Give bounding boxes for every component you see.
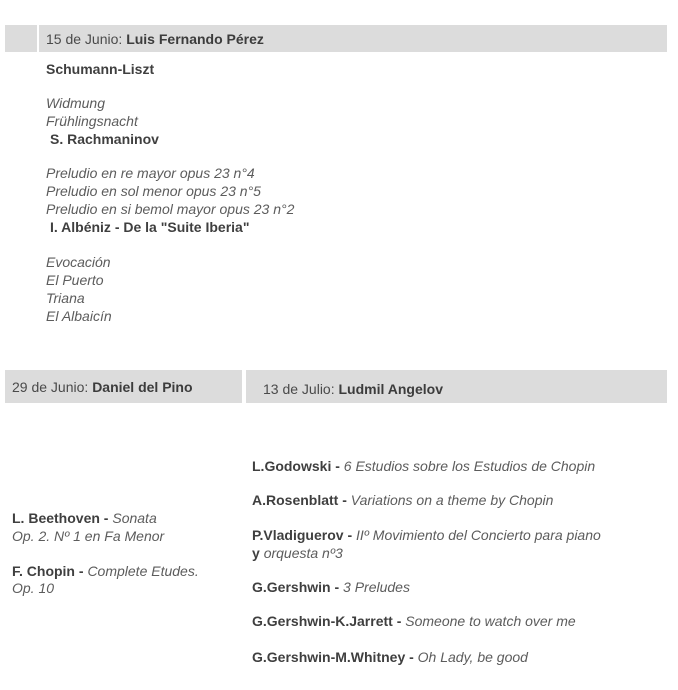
program-beethoven [12, 509, 157, 527]
composer-vladiguerov: P.Vladiguerov - [252, 527, 353, 543]
work-op10: Op. 10 [12, 580, 55, 596]
program-item [252, 457, 595, 475]
concert2-heading [12, 379, 193, 395]
program-item [252, 612, 576, 630]
program-item-continuation [252, 544, 343, 562]
work-sonata: Sonata [112, 510, 157, 526]
concert1-artist: Luis Fernando Pérez [126, 31, 264, 47]
conjunction-y: y [252, 545, 260, 561]
work-gershwin-preludes: 3 Preludes [343, 579, 410, 595]
concert1-heading [46, 31, 264, 47]
program-item [252, 491, 553, 509]
concert1-date: 15 de Junio: [46, 31, 123, 47]
work-op2: Op. 2. Nº 1 en Fa Menor [12, 528, 165, 544]
work-rosenblatt: Variations on a theme by Chopin [350, 492, 554, 508]
composer-rosenblatt: A.Rosenblatt - [252, 492, 347, 508]
composer-godowski: L.Godowski - [252, 458, 340, 474]
program-item [252, 578, 410, 596]
composer-gershwin-whitney: G.Gershwin-M.Whitney - [252, 649, 414, 665]
work-widmung: Widmung [46, 95, 106, 111]
work-etudes: Complete Etudes. [87, 563, 199, 579]
composer-albeniz: I. Albéniz - De la "Suite Iberia" [50, 219, 250, 235]
work-fruhlingsnacht: Frühlingsnacht [46, 113, 138, 129]
work-vladiguerov: IIº Movimiento del Concierto para piano [356, 527, 601, 543]
program-item [252, 648, 528, 666]
composer-beethoven: L. Beethoven - [12, 510, 109, 526]
composer-gershwin-jarrett: G.Gershwin-K.Jarrett - [252, 613, 402, 629]
composer-chopin: F. Chopin - [12, 563, 84, 579]
composer-gershwin: G.Gershwin - [252, 579, 340, 595]
work-evocacion: Evocación [46, 254, 111, 270]
composer-rachmaninov: S. Rachmaninov [50, 131, 159, 147]
work-preludio-sol: Preludio en sol menor opus 23 n°5 [46, 183, 261, 199]
concert2-date: 29 de Junio: [12, 379, 89, 395]
work-vladiguerov-cont: orquesta nº3 [263, 545, 343, 561]
work-godowski: 6 Estudios sobre los Estudios de Chopin [343, 458, 596, 474]
concert1-header-gap [37, 25, 39, 52]
concert3-heading [263, 381, 443, 397]
concert3-artist: Ludmil Angelov [338, 381, 443, 397]
work-triana: Triana [46, 290, 85, 306]
work-someone-to-watch: Someone to watch over me [405, 613, 576, 629]
work-el-albaicin: El Albaicín [46, 308, 112, 324]
work-preludio-re: Preludio en re mayor opus 23 n°4 [46, 165, 255, 181]
work-el-puerto: El Puerto [46, 272, 104, 288]
program-chopin [12, 562, 199, 580]
concert3-date: 13 de Julio: [263, 381, 335, 397]
composer-schumann-liszt: Schumann-Liszt [46, 61, 155, 77]
work-oh-lady: Oh Lady, be good [417, 649, 528, 665]
concert2-artist: Daniel del Pino [92, 379, 193, 395]
work-preludio-si: Preludio en si bemol mayor opus 23 n°2 [46, 201, 295, 217]
program-item [252, 526, 601, 544]
